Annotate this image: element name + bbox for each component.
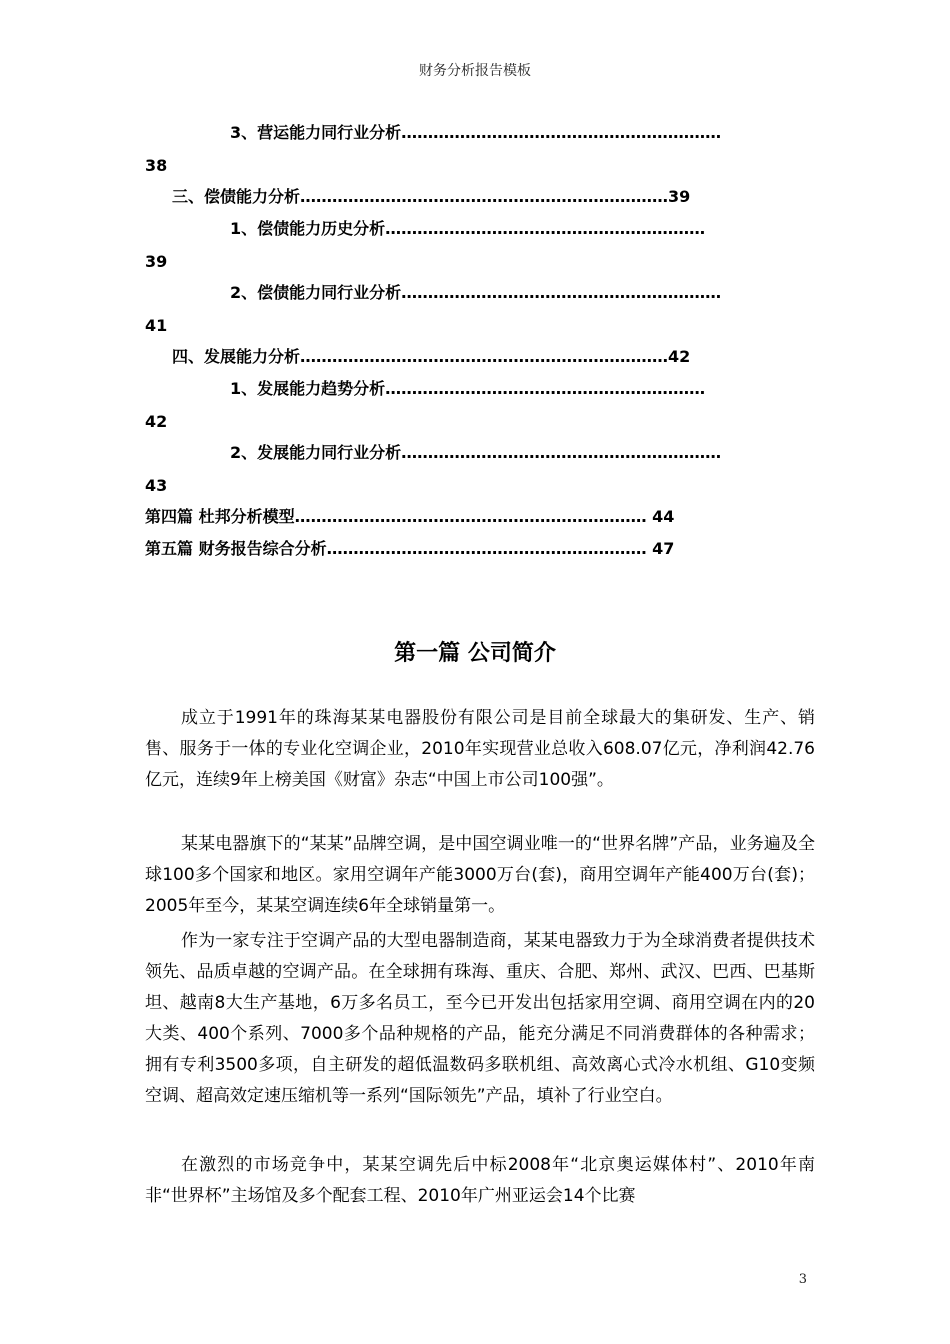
toc-leader-dots: …………………………………………………… (385, 219, 706, 238)
toc-entry[interactable] (230, 442, 810, 464)
paragraph: 作为一家专注于空调产品的大型电器制造商，某某电器致力于为全球消费者提供技术领先、品质卓越的空调产品。在全球拥有珠海、重庆、合肥、郑州、武汉、巴西、巴基斯坦、越南8大生产基地，6万多名员工，至今已开发出包括家用空调、商用空调在内的20大类、400个系列、7000多个品种规格的产品，能充分满足不同消费群体的各种需求；拥有专利3500多项，自主研发的超低温数码多联机组、高效离心式冷水机组、G10变频空调、超高效定速压缩机等一系列“国际领先”产品，填补了行业空白。 (145, 931, 815, 1106)
toc-leader-dots: …………………………………………………………… (300, 187, 669, 206)
toc-entry[interactable] (230, 378, 810, 400)
paragraph: 某某电器旗下的“某某”品牌空调，是中国空调业唯一的“世界名牌”产品，业务遍及全球100多个国家和地区。家用空调年产能3000万台(套)，商用空调年产能400万台(套)；2005年至今，某某空调连续6年全球销量第一。 (145, 834, 815, 916)
page-header: 财务分析报告模板 (419, 63, 531, 79)
toc-entry[interactable] (230, 122, 810, 144)
paragraph: 在激烈的市场竞争中，某某空调先后中标2008年“北京奥运媒体村”、2010年南非“世界杯”主场馆及多个配套工程、2010年广州亚运会14个比赛 (145, 1155, 815, 1206)
toc-entry-page: 38 (145, 156, 168, 175)
toc-leader-dots: …………………………………………………… (401, 123, 722, 142)
toc-entry[interactable] (145, 506, 810, 528)
toc-entry[interactable] (145, 538, 810, 560)
toc-leader-dots: ………………………………………………………… (294, 507, 647, 526)
toc-entry-label: 3、营运能力同行业分析 (230, 123, 402, 142)
toc-entry-label: 第五篇 财务报告综合分析 (145, 539, 327, 558)
toc-entry-page: 42 (145, 412, 168, 431)
toc-entry-label: 1、发展能力趋势分析 (230, 379, 386, 398)
toc-entry-page: 42 (668, 347, 691, 366)
toc-entry[interactable] (230, 282, 810, 304)
toc-leader-dots: …………………………………………………………… (300, 347, 669, 366)
toc-entry-page: 47 (646, 539, 675, 558)
toc-entry-page: 44 (646, 507, 675, 526)
toc-entry-label: 1、偿债能力历史分析 (230, 219, 386, 238)
toc-entry[interactable] (172, 186, 812, 208)
toc-entry-label: 2、发展能力同行业分析 (230, 443, 402, 462)
toc-leader-dots: …………………………………………………… (326, 539, 647, 558)
toc-entry-page: 43 (145, 476, 168, 495)
toc-entry-label: 三、偿债能力分析 (172, 187, 301, 206)
toc-entry[interactable] (172, 346, 812, 368)
toc-entry[interactable] (230, 218, 810, 240)
toc-entry-label: 四、发展能力分析 (172, 347, 301, 366)
page-number: 3 (798, 1272, 807, 1287)
toc-entry-label: 第四篇 杜邦分析模型 (145, 507, 295, 526)
toc-leader-dots: …………………………………………………… (385, 379, 706, 398)
toc-leader-dots: …………………………………………………… (401, 283, 722, 302)
toc-entry-page: 39 (145, 252, 168, 271)
paragraph: 成立于1991年的珠海某某电器股份有限公司是目前全球最大的集研发、生产、销售、服务于一体的专业化空调企业，2010年实现营业总收入608.07亿元，净利润42.76亿元，连续9年上榜美国《财富》杂志“中国上市公司100强”。 (145, 708, 815, 790)
section-title: 第一篇 公司简介 (394, 641, 556, 666)
toc-entry-label: 2、偿债能力同行业分析 (230, 283, 402, 302)
toc-entry-page: 41 (145, 316, 168, 335)
toc-leader-dots: …………………………………………………… (401, 443, 722, 462)
toc-entry-page: 39 (668, 187, 691, 206)
